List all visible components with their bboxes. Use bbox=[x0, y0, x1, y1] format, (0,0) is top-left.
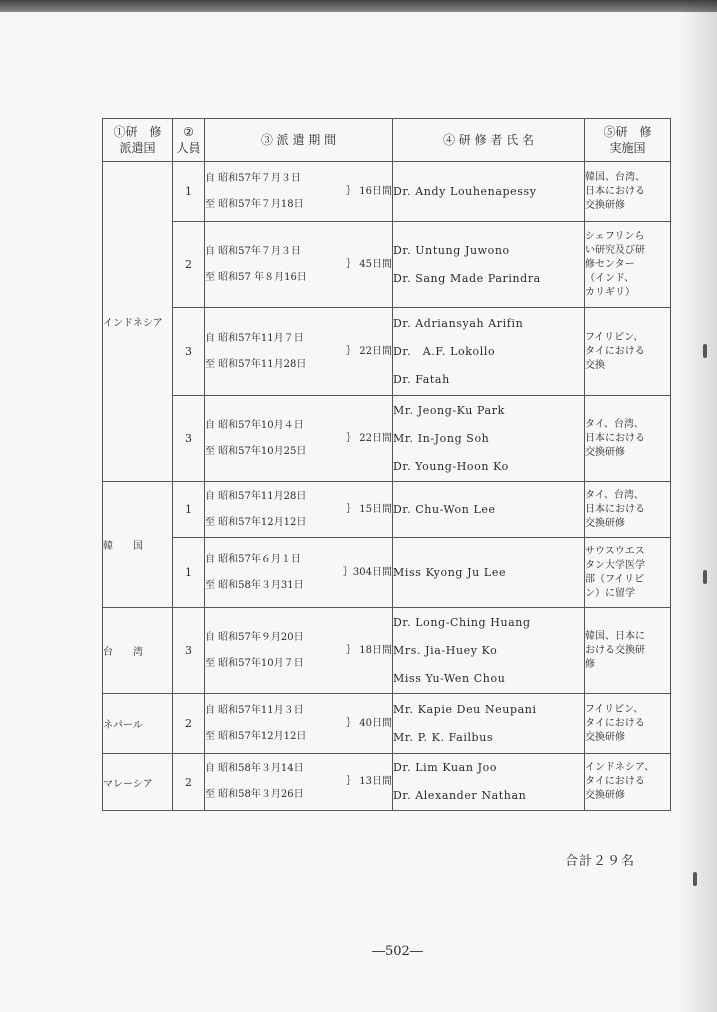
period-duration: ｝ 22日間 bbox=[346, 345, 392, 357]
header-host: ⑤研 修 実施国 bbox=[585, 119, 671, 162]
header-row bbox=[103, 119, 671, 162]
period-cell bbox=[205, 396, 393, 482]
host-cell: 韓国、台湾、 日本における 交換研修 bbox=[585, 162, 671, 222]
period-to: 至 昭和57 年８月16日 bbox=[205, 271, 307, 283]
trainee-name: Mr. In-Jong Soh bbox=[393, 431, 490, 445]
trainee-name: Dr. Young-Hoon Ko bbox=[393, 459, 509, 473]
host-cell: 韓国、日本に おける交換研 修 bbox=[585, 608, 671, 694]
period-to: 至 昭和57年12月12日 bbox=[205, 730, 307, 742]
trainee-name: Dr. Andy Louhenapessy bbox=[393, 184, 537, 198]
header-country: ①研 修 派遣国 bbox=[103, 119, 173, 162]
period-cell bbox=[205, 754, 393, 811]
country-cell: マレーシア bbox=[103, 754, 173, 811]
table-row bbox=[103, 482, 671, 538]
period-duration: ｝304日間 bbox=[342, 566, 392, 578]
trainee-name: Dr. A.F. Lokollo bbox=[393, 344, 496, 358]
host-cell: タイ、台湾、 日本における 交換研修 bbox=[585, 396, 671, 482]
header-period: ③ 派 遣 期 間 bbox=[205, 119, 393, 162]
page-number: ―502― bbox=[372, 944, 423, 959]
period-duration: ｝ 22日間 bbox=[346, 432, 392, 444]
table-row bbox=[103, 162, 671, 222]
period-cell bbox=[205, 222, 393, 308]
header-count: ② 人員 bbox=[173, 119, 205, 162]
scan-top-edge bbox=[0, 0, 717, 12]
period-to: 至 昭和57年７月18日 bbox=[205, 198, 304, 210]
period-from: 自 昭和57年10月４日 bbox=[205, 419, 304, 431]
period-from: 自 昭和57年11月７日 bbox=[205, 332, 304, 344]
period-cell bbox=[205, 162, 393, 222]
table-row bbox=[103, 754, 671, 811]
host-cell: シェフリンら い研究及び研 修センター （インド、 カリギリ） bbox=[585, 222, 671, 308]
country-cell: 韓 国 bbox=[103, 482, 173, 608]
period-duration: ｝ 16日間 bbox=[346, 185, 392, 197]
period-duration: ｝ 18日間 bbox=[346, 644, 392, 656]
names-cell bbox=[393, 754, 585, 811]
count-cell: 1 bbox=[173, 482, 205, 538]
country-cell: ネパール bbox=[103, 694, 173, 754]
trainee-name: Dr. Untung Juwono bbox=[393, 243, 510, 257]
period-duration: ｝ 40日間 bbox=[346, 717, 392, 729]
period-duration: ｝ 45日間 bbox=[346, 258, 392, 270]
host-cell: タイ、台湾、 日本における 交換研修 bbox=[585, 482, 671, 538]
period-from: 自 昭和57年９月20日 bbox=[205, 631, 304, 643]
count-cell: 2 bbox=[173, 222, 205, 308]
trainee-name: Dr. Alexander Nathan bbox=[393, 789, 527, 802]
count-cell: 1 bbox=[173, 162, 205, 222]
names-cell bbox=[393, 608, 585, 694]
trainee-name: Dr. Long-Ching Huang bbox=[393, 615, 531, 629]
names-cell bbox=[393, 396, 585, 482]
scan-mark bbox=[703, 570, 707, 584]
table-row bbox=[103, 694, 671, 754]
trainee-name: Dr. Chu-Won Lee bbox=[393, 502, 496, 516]
country-cell: 台 湾 bbox=[103, 608, 173, 694]
trainee-name: Dr. Sang Made Parindra bbox=[393, 271, 541, 285]
count-cell: 3 bbox=[173, 308, 205, 396]
host-cell: インドネシア、 タイにおける 交換研修 bbox=[585, 754, 671, 811]
period-cell bbox=[205, 694, 393, 754]
period-to: 至 昭和58年３月31日 bbox=[205, 579, 304, 591]
names-cell bbox=[393, 538, 585, 608]
scan-mark bbox=[703, 344, 707, 358]
names-cell bbox=[393, 694, 585, 754]
host-cell: サウスウエス タン大学医学 部（フイリピ ン）に留学 bbox=[585, 538, 671, 608]
trainee-name: Dr. Lim Kuan Joo bbox=[393, 761, 498, 774]
total-count: 合計２９名 bbox=[565, 854, 636, 869]
table-row bbox=[103, 538, 671, 608]
period-from: 自 昭和57年６月１日 bbox=[205, 553, 301, 565]
period-cell bbox=[205, 538, 393, 608]
period-duration: ｝ 15日間 bbox=[346, 503, 392, 515]
host-cell: フイリピン、 タイにおける 交換 bbox=[585, 308, 671, 396]
period-cell bbox=[205, 482, 393, 538]
count-cell: 3 bbox=[173, 396, 205, 482]
period-from: 自 昭和58年３月14日 bbox=[205, 763, 304, 774]
period-to: 至 昭和57年12月12日 bbox=[205, 516, 307, 528]
period-to: 至 昭和58年３月26日 bbox=[205, 789, 304, 800]
period-to: 至 昭和57年10月７日 bbox=[205, 657, 304, 669]
table-row bbox=[103, 222, 671, 308]
host-cell: フイリピン、 タイにおける 交換研修 bbox=[585, 694, 671, 754]
count-cell: 2 bbox=[173, 754, 205, 811]
scan-right-shadow bbox=[677, 0, 717, 1012]
trainee-name: Miss Yu-Wen Chou bbox=[393, 671, 506, 685]
period-to: 至 昭和57年11月28日 bbox=[205, 358, 307, 370]
trainee-name: Mr. Jeong-Ku Park bbox=[393, 403, 505, 417]
trainee-name: Miss Kyong Ju Lee bbox=[393, 565, 507, 579]
table-row bbox=[103, 608, 671, 694]
period-duration: ｝ 13日間 bbox=[346, 776, 392, 787]
country-cell: インドネシア bbox=[103, 162, 173, 482]
trainee-name: Mrs. Jia-Huey Ko bbox=[393, 643, 498, 657]
names-cell bbox=[393, 162, 585, 222]
period-from: 自 昭和57年７月３日 bbox=[205, 245, 301, 257]
names-cell bbox=[393, 222, 585, 308]
count-cell: 2 bbox=[173, 694, 205, 754]
trainee-name: Dr. Fatah bbox=[393, 372, 450, 386]
trainee-table bbox=[102, 118, 671, 811]
period-from: 自 昭和57年11月28日 bbox=[205, 490, 307, 502]
trainee-name: Dr. Adriansyah Arifin bbox=[393, 316, 524, 330]
period-cell bbox=[205, 308, 393, 396]
header-names: ④ 研 修 者 氏 名 bbox=[393, 119, 585, 162]
period-to: 至 昭和57年10月25日 bbox=[205, 445, 307, 457]
names-cell bbox=[393, 482, 585, 538]
period-from: 自 昭和57年７月３日 bbox=[205, 172, 301, 184]
trainee-name: Mr. P. K. Failbus bbox=[393, 730, 494, 744]
period-from: 自 昭和57年11月３日 bbox=[205, 704, 304, 716]
scan-mark bbox=[693, 872, 697, 886]
count-cell: 1 bbox=[173, 538, 205, 608]
trainee-name: Mr. Kapie Deu Neupani bbox=[393, 702, 537, 716]
period-cell bbox=[205, 608, 393, 694]
table-row bbox=[103, 308, 671, 396]
names-cell bbox=[393, 308, 585, 396]
count-cell: 3 bbox=[173, 608, 205, 694]
table-row bbox=[103, 396, 671, 482]
